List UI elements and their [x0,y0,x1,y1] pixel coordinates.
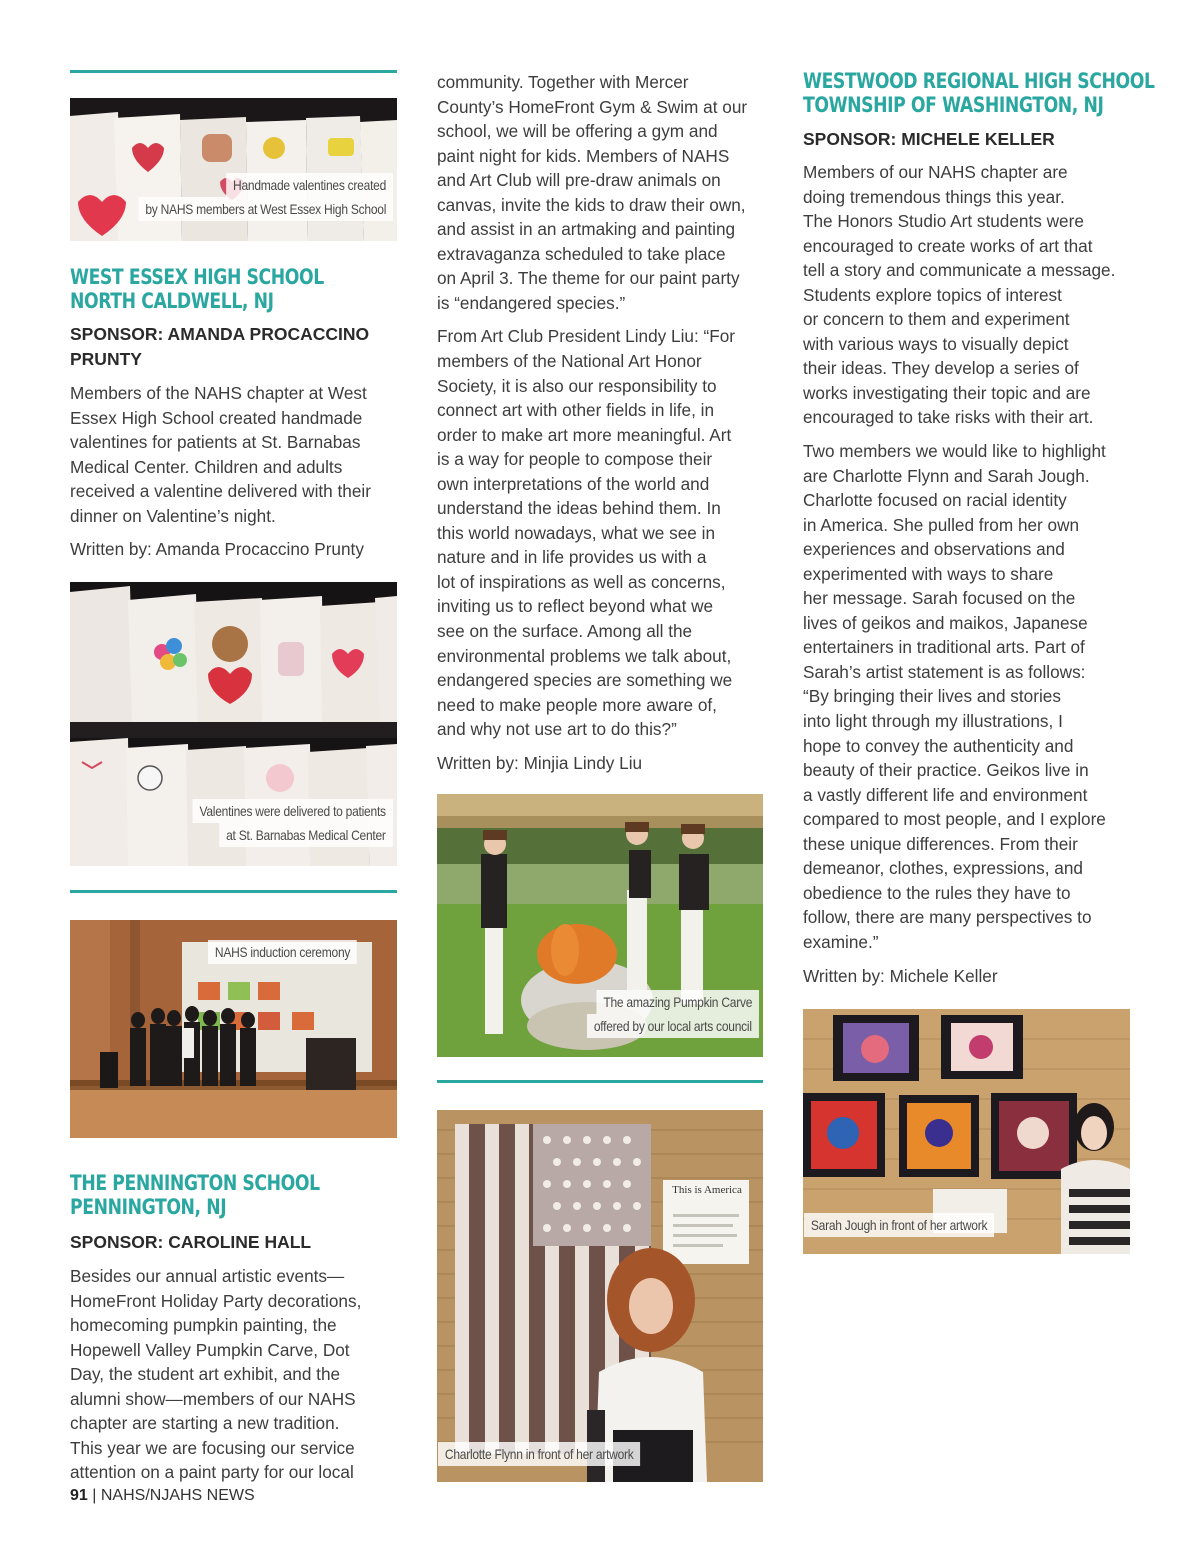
sponsor-line-2: PRUNTY [70,349,142,369]
body-line: encouraged to create works of art that [803,235,1093,256]
school-heading [70,265,324,313]
body-line: is “endangered species.” [437,292,626,313]
body-line: this world nowadays, what we see in [437,522,716,543]
body-line: Members of the NAHS chapter at West [70,383,367,403]
body-line: are Charlotte Flynn and Sarah Jough. [803,465,1090,486]
valentines-delivered-photo [70,582,397,866]
body-line: From Art Club President Lindy Liu: “For [437,326,736,347]
body-line: “By bringing their lives and stories [803,686,1061,707]
body-line: received a valentine delivered with their [70,481,371,502]
body-line: and why not use art to do this?” [437,719,677,740]
body-line: The Honors Studio Art students were [803,211,1084,232]
photo-caption: Charlotte Flynn in front of her artwork [438,1442,640,1466]
body-line: paint night for kids. Members of NAHS [437,145,730,166]
photo-caption: offered by our local arts council [587,1014,759,1038]
body-line: understand the ideas behind them. In [437,498,721,519]
sponsor-line: SPONSOR: MICHELE KELLER [803,129,1055,149]
body-line: Charlotte focused on racial identity [803,490,1067,511]
body-line: Hopewell Valley Pumpkin Carve, Dot [70,1339,350,1360]
body-line: works investigating their topic and are [803,382,1091,403]
body-line: experimented with ways to share [803,563,1054,584]
photo-caption: Handmade valentines created [226,173,393,197]
page-footer [70,1487,255,1505]
school-heading [803,69,1155,117]
written-by: Written by: Michele Keller [803,965,998,986]
section-divider [437,1080,763,1083]
flag-artwork-photo [437,1110,763,1482]
body-line: experiences and observations and [803,539,1065,560]
school-location: PENNINGTON, NJ [70,1195,227,1219]
body-line: canvas, invite the kids to draw their own, [437,194,746,215]
body-line: hope to convey the authenticity and [803,735,1074,756]
body-line: Students explore topics of interest [803,284,1062,305]
body-line: beauty of their practice. Geikos live in [803,760,1089,781]
body-line: Medical Center. Children and adults [70,456,343,477]
body-line: need to make people more aware of, [437,694,717,715]
body-line: with various ways to visually depict [803,333,1069,354]
body-line: Sarah’s artist statement is as follows: [803,661,1086,682]
body-line: compared to most people, and I explore [803,809,1106,830]
body-line: is a way for people to compose their [437,449,713,470]
body-line: into light through my illustrations, I [803,711,1063,732]
body-line: own interpretations of the world and [437,473,710,494]
photo-caption: Sarah Jough in front of her artwork [804,1213,994,1237]
body-line: Two members we would like to highlight [803,441,1106,462]
sarah-artwork-photo [803,1009,1130,1254]
article-body [803,160,1115,988]
body-line: dinner on Valentine’s night. [70,505,276,526]
flag-sign-label: This is America [672,1184,742,1196]
body-line: members of the National Art Honor [437,351,702,372]
body-line: examine.” [803,931,879,952]
page-number: 91 [70,1487,88,1504]
written-by: Written by: Minjia Lindy Liu [437,752,643,773]
photo-caption: The amazing Pumpkin Carve [596,990,759,1014]
body-line: see on the surface. Among all the [437,621,693,642]
sponsor-line [70,322,369,372]
school-location: NORTH CALDWELL, NJ [70,289,274,313]
body-line: order to make art more meaningful. Art [437,424,732,445]
photo-caption: by NAHS members at West Essex High School [138,197,393,221]
body-line: and Art Club will pre-draw animals on [437,170,721,191]
induction-ceremony-photo [70,920,397,1138]
body-line: follow, there are many perspectives to [803,907,1092,928]
body-line: tell a story and communicate a message. [803,260,1116,281]
school-name: THE PENNINGTON SCHOOL [70,1171,320,1195]
body-line: entertainers in traditional arts. Part of [803,637,1085,658]
body-line: demeanor, clothes, expressions, and [803,858,1083,879]
body-line: or concern to them and experiment [803,309,1070,330]
written-by: Written by: Amanda Procaccino Prunty [70,539,364,560]
body-line: inviting us to reflect beyond what we [437,596,714,617]
body-line: connect art with other fields in life, in [437,400,715,421]
body-line: extravaganza scheduled to take place [437,243,726,264]
section-divider [70,890,397,893]
body-line: County’s HomeFront Gym & Swim at our [437,96,748,117]
body-line: This year we are focusing our service [70,1437,355,1458]
school-location: TOWNSHIP OF WASHINGTON, NJ [803,93,1104,117]
body-line: attention on a paint party for our local [70,1462,354,1483]
body-line: lot of inspirations as well as concerns, [437,571,726,592]
body-line: chapter are starting a new tradition. [70,1413,340,1434]
body-line: in America. She pulled from her own [803,514,1080,535]
body-line: their ideas. They develop a series of [803,358,1079,379]
body-line: environmental problems we talk about, [437,645,732,666]
pumpkin-carve-photo [437,794,763,1057]
body-line: community. Together with Mercer [437,72,689,92]
body-line: Essex High School created handmade [70,407,363,428]
body-line: Members of our NAHS chapter are [803,162,1068,182]
body-line: lives of geikos and maikos, Japanese [803,612,1088,633]
publication-name: NAHS/NJAHS NEWS [100,1487,255,1504]
body-line: and assist in an artmaking and painting [437,219,736,240]
column1-top-rule [70,70,397,73]
body-line: nature and in life provides us with a [437,547,707,568]
school-heading [70,1171,320,1219]
body-line: endangered species are something we [437,670,733,691]
article-body-continued [437,70,747,775]
sponsor-line-1: SPONSOR: AMANDA PROCACCINO [70,324,370,344]
photo-caption: Valentines were delivered to patients [193,799,393,823]
body-line: her message. Sarah focused on the [803,588,1076,609]
sponsor-line: SPONSOR: CAROLINE HALL [70,1232,312,1252]
body-line: doing tremendous things this year. [803,186,1065,207]
body-line: valentines for patients at St. Barnabas [70,432,361,453]
body-line: obedience to the rules they have to [803,882,1071,903]
body-line: school, we will be offering a gym and [437,121,718,142]
valentines-cards-photo [70,98,397,241]
body-line: these unique differences. From their [803,833,1078,854]
body-line: Society, it is also our responsibility to [437,375,717,396]
body-line: Besides our annual artistic events— [70,1266,345,1286]
body-line: encouraged to take risks with their art. [803,407,1094,428]
body-line: HomeFront Holiday Party decorations, [70,1290,362,1311]
body-line: homecoming pumpkin painting, the [70,1315,337,1336]
body-line: on April 3. The theme for our paint party [437,268,740,289]
article-body [70,381,371,562]
footer-separator: | [92,1487,101,1504]
photo-caption: NAHS induction ceremony [208,940,357,964]
article-body [70,1264,361,1485]
body-line: a vastly different life and environment [803,784,1088,805]
photo-caption: at St. Barnabas Medical Center [220,823,393,847]
body-line: alumni show—members of our NAHS [70,1388,356,1409]
body-line: Day, the student art exhibit, and the [70,1364,341,1385]
school-name: WESTWOOD REGIONAL HIGH SCHOOL [803,69,1155,93]
school-name: WEST ESSEX HIGH SCHOOL [70,265,324,289]
